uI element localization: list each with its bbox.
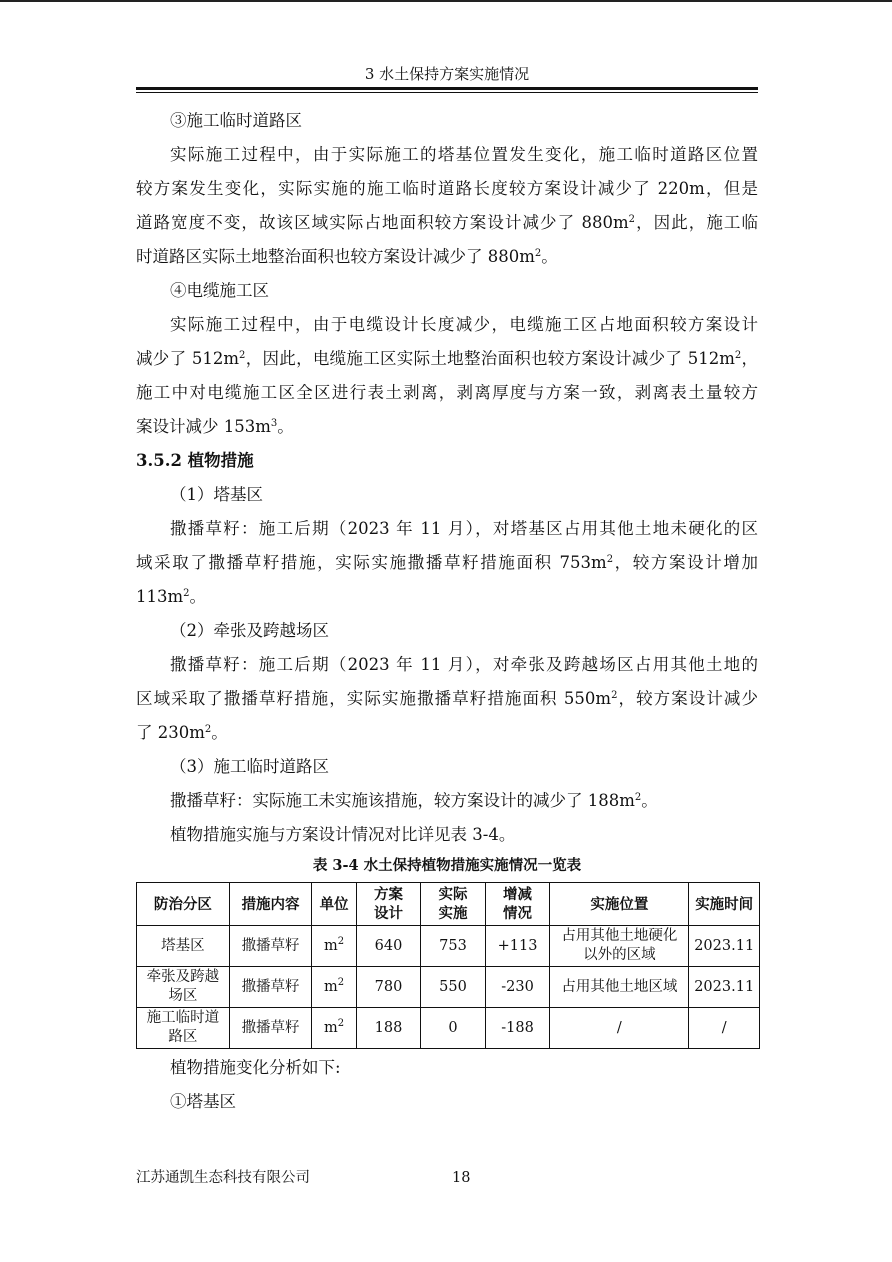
table-cell: 0 (421, 1008, 486, 1049)
paragraph-line: 案设计减少 $153m^3$。 (136, 417, 294, 436)
column-header: 实施时间 (689, 883, 760, 926)
section-title-cable: ④电缆施工区 (170, 281, 269, 300)
table-row (137, 926, 760, 967)
paragraph-line: 道路宽度不变，故该区域实际占地面积较方案设计减少了 $880m^2$，因此，施工临 (136, 213, 759, 232)
table-cell: 2023.11 (689, 967, 760, 1008)
paragraph-line: $113m^2$。 (136, 587, 207, 606)
table-cell: -188 (485, 1008, 550, 1049)
column-header: 实际 实施 (421, 883, 486, 926)
table-cell: 640 (356, 926, 421, 967)
vegetation-measures-table (136, 882, 760, 1049)
header-rule-thin (136, 92, 758, 93)
table-cell: 占用其他土地硬化 以外的区域 (550, 926, 689, 967)
table-cell: / (689, 1008, 760, 1049)
paragraph-line: 实际施工过程中，由于电缆设计长度减少，电缆施工区占地面积较方案设计 (170, 315, 758, 334)
paragraph-line: 区域采取了撒播草籽措施，实际实施撒播草籽措施面积 $550m^2$，较方案设计减少 (136, 689, 758, 708)
table-cell: -230 (485, 967, 550, 1008)
table-cell: 施工临时道 路区 (137, 1008, 230, 1049)
page-header: 3 水土保持方案实施情况 (364, 65, 530, 83)
paragraph-line: 撒播草籽：施工后期（2023 年 11 月），对牵张及跨越场区占用其他土地的 (170, 655, 758, 674)
paragraph-line: 实际施工过程中，由于实际施工的塔基位置发生变化，施工临时道路区位置 (170, 145, 758, 164)
analysis-item-title: ①塔基区 (170, 1092, 236, 1111)
table-cell: / (550, 1008, 689, 1049)
table-cell: 188 (356, 1008, 421, 1049)
table-cell: 780 (356, 967, 421, 1008)
page-body (136, 104, 758, 1119)
footer-company: 江苏通凯生态科技有限公司 (136, 1170, 310, 1186)
subsection-title: （2）牵张及跨越场区 (170, 621, 329, 640)
table-cell: 塔基区 (137, 926, 230, 967)
table-cell: 撒播草籽 (229, 926, 312, 967)
paragraph-line: 时道路区实际土地整治面积也较方案设计减少了 $880m^2$。 (136, 247, 558, 266)
table-row (137, 1008, 760, 1049)
column-header: 单位 (312, 883, 356, 926)
table-header-row (137, 883, 760, 926)
column-header: 措施内容 (229, 883, 312, 926)
column-header: 实施位置 (550, 883, 689, 926)
subsection-title: （1）塔基区 (170, 485, 263, 504)
header-rule (136, 87, 758, 90)
column-header: 增减 情况 (485, 883, 550, 926)
subsection-title: （3）施工临时道路区 (170, 757, 329, 776)
table-row (137, 967, 760, 1008)
section-heading: 3.5.2 植物措施 (136, 451, 254, 470)
paragraph-line: 较方案发生变化，实际实施的施工临时道路长度较方案设计减少了 220m，但是 (136, 179, 758, 198)
top-border (0, 0, 892, 2)
table-cell-unit: $m^2$ (312, 926, 356, 967)
table-cell: 占用其他土地区域 (550, 967, 689, 1008)
column-header: 方案 设计 (356, 883, 421, 926)
paragraph-line: 域采取了撒播草籽措施，实际实施撒播草籽措施面积 $753m^2$，较方案设计增加 (136, 553, 758, 572)
table-cell: 牵张及跨越 场区 (137, 967, 230, 1008)
page-number: 18 (452, 1170, 471, 1186)
paragraph-line: 了 $230m^2$。 (136, 723, 228, 742)
table-cell: 撒播草籽 (229, 1008, 312, 1049)
paragraph-line: 撒播草籽：实际施工未实施该措施，较方案设计的减少了 $188m^2$。 (170, 791, 658, 810)
table-caption: 表 3-4 水土保持植物措施实施情况一览表 (312, 857, 582, 874)
paragraph-line: 减少了 $512m^2$，因此，电缆施工区实际土地整治面积也较方案设计减少了 $512m^2$， (136, 349, 759, 368)
table-cell-unit: $m^2$ (312, 1008, 356, 1049)
table-cell-unit: $m^2$ (312, 967, 356, 1008)
table-reference: 植物措施实施与方案设计情况对比详见表 3-4。 (170, 825, 516, 844)
section-title-temp-road: ③施工临时道路区 (170, 111, 302, 130)
table-cell: +113 (485, 926, 550, 967)
column-header: 防治分区 (137, 883, 230, 926)
paragraph-line: 撒播草籽：施工后期（2023 年 11 月），对塔基区占用其他土地未硬化的区 (170, 519, 758, 538)
table-cell: 550 (421, 967, 486, 1008)
table-cell: 2023.11 (689, 926, 760, 967)
analysis-intro: 植物措施变化分析如下: (170, 1058, 341, 1077)
paragraph-line: 施工中对电缆施工区全区进行表土剥离，剥离厚度与方案一致，剥离表土量较方 (136, 383, 758, 402)
table-cell: 撒播草籽 (229, 967, 312, 1008)
table-cell: 753 (421, 926, 486, 967)
